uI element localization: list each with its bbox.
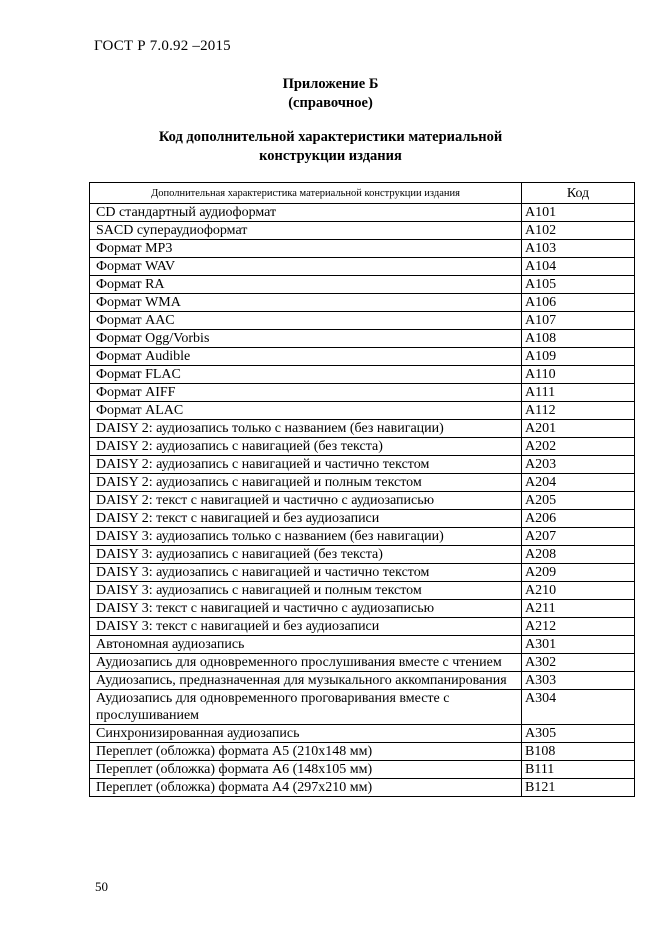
- row-description: DAISY 2: текст с навигацией и частично с аудиозаписью: [90, 492, 522, 510]
- appendix-type: (справочное): [288, 95, 373, 111]
- table-title-line-1: Код дополнительной характеристики материальной: [158, 129, 503, 145]
- row-code: A109: [522, 348, 635, 366]
- table-row: [90, 779, 635, 797]
- table-row: [90, 348, 635, 366]
- table-title-line-2: конструкции издания: [259, 148, 402, 164]
- column-header-description: Дополнительная характеристика материальной конструкции издания: [90, 183, 522, 204]
- row-description: Формат RA: [90, 276, 522, 294]
- row-code: A107: [522, 312, 635, 330]
- row-description: SACD супераудиоформат: [90, 222, 522, 240]
- row-description: Формат ALAC: [90, 402, 522, 420]
- page-number: 50: [95, 879, 108, 894]
- row-description: DAISY 3: аудиозапись с навигацией и полным текстом: [90, 582, 522, 600]
- row-code: A209: [522, 564, 635, 582]
- table-row: [90, 276, 635, 294]
- row-code: B111: [522, 761, 635, 779]
- table-row: [90, 636, 635, 654]
- table-row: [90, 438, 635, 456]
- row-description: Аудиозапись для одновременного прослушивания вместе с чтением: [90, 654, 522, 672]
- table-body: [90, 204, 635, 797]
- row-description: DAISY 3: аудиозапись с навигацией (без текста): [90, 546, 522, 564]
- table-row: [90, 294, 635, 312]
- table-row: [90, 761, 635, 779]
- row-description: Формат AAC: [90, 312, 522, 330]
- table-row: [90, 474, 635, 492]
- document-header: ГОСТ Р 7.0.92 –2015: [94, 38, 231, 54]
- table-row: [90, 312, 635, 330]
- row-description: CD стандартный аудиоформат: [90, 204, 522, 222]
- row-description: DAISY 2: аудиозапись с навигацией и полным текстом: [90, 474, 522, 492]
- table-row: [90, 546, 635, 564]
- row-code: A202: [522, 438, 635, 456]
- row-description: Формат MP3: [90, 240, 522, 258]
- table-row: [90, 654, 635, 672]
- row-description: Аудиозапись, предназначенная для музыкального аккомпанирования: [90, 672, 522, 690]
- table-row: [90, 366, 635, 384]
- row-description: Аудиозапись для одновременного проговаривания вместе с прослушиванием: [90, 690, 522, 725]
- row-code: A110: [522, 366, 635, 384]
- row-description: DAISY 3: текст с навигацией и частично с аудиозаписью: [90, 600, 522, 618]
- row-description: Переплет (обложка) формата A4 (297x210 мм): [90, 779, 522, 797]
- row-code: A208: [522, 546, 635, 564]
- table-row: [90, 510, 635, 528]
- column-header-code: Код: [522, 183, 635, 204]
- table-row: [90, 420, 635, 438]
- table-row: [90, 725, 635, 743]
- row-code: B108: [522, 743, 635, 761]
- row-code: A102: [522, 222, 635, 240]
- row-description: Автономная аудиозапись: [90, 636, 522, 654]
- row-code: A205: [522, 492, 635, 510]
- row-code: A210: [522, 582, 635, 600]
- row-code: A302: [522, 654, 635, 672]
- row-code: A105: [522, 276, 635, 294]
- table-row: [90, 492, 635, 510]
- row-code: A207: [522, 528, 635, 546]
- row-description: Переплет (обложка) формата A6 (148x105 мм): [90, 761, 522, 779]
- table-row: [90, 582, 635, 600]
- codes-table: [89, 182, 635, 797]
- row-description: Переплет (обложка) формата A5 (210x148 мм): [90, 743, 522, 761]
- table-row: [90, 672, 635, 690]
- row-code: A304: [522, 690, 635, 725]
- row-description: Формат Audible: [90, 348, 522, 366]
- row-description: DAISY 2: аудиозапись только с названием (без навигации): [90, 420, 522, 438]
- row-code: A301: [522, 636, 635, 654]
- table-row: [90, 564, 635, 582]
- row-description: Формат WAV: [90, 258, 522, 276]
- row-description: Формат AIFF: [90, 384, 522, 402]
- row-description: DAISY 2: текст с навигацией и без аудиозаписи: [90, 510, 522, 528]
- table-header-row: [90, 183, 635, 204]
- table-row: [90, 743, 635, 761]
- row-code: A201: [522, 420, 635, 438]
- row-description: DAISY 3: аудиозапись с навигацией и частично текстом: [90, 564, 522, 582]
- row-code: A112: [522, 402, 635, 420]
- row-code: A206: [522, 510, 635, 528]
- row-code: A212: [522, 618, 635, 636]
- row-description: DAISY 3: аудиозапись только с названием (без навигации): [90, 528, 522, 546]
- row-description: Формат Ogg/Vorbis: [90, 330, 522, 348]
- table-row: [90, 528, 635, 546]
- row-code: A104: [522, 258, 635, 276]
- row-description: DAISY 2: аудиозапись с навигацией (без текста): [90, 438, 522, 456]
- table-row: [90, 402, 635, 420]
- table-row: [90, 222, 635, 240]
- appendix-title: Приложение Б: [282, 76, 379, 92]
- table-row: [90, 204, 635, 222]
- table-row: [90, 618, 635, 636]
- row-code: A101: [522, 204, 635, 222]
- row-code: A305: [522, 725, 635, 743]
- row-description: Формат WMA: [90, 294, 522, 312]
- row-code: A204: [522, 474, 635, 492]
- row-code: A203: [522, 456, 635, 474]
- row-description: Синхронизированная аудиозапись: [90, 725, 522, 743]
- table-row: [90, 456, 635, 474]
- table-row: [90, 600, 635, 618]
- row-code: A106: [522, 294, 635, 312]
- row-code: B121: [522, 779, 635, 797]
- row-code: A103: [522, 240, 635, 258]
- row-code: A111: [522, 384, 635, 402]
- table-row: [90, 330, 635, 348]
- table-row: [90, 384, 635, 402]
- row-description: Формат FLAC: [90, 366, 522, 384]
- row-code: A303: [522, 672, 635, 690]
- table-row: [90, 258, 635, 276]
- row-description: DAISY 2: аудиозапись с навигацией и частично текстом: [90, 456, 522, 474]
- row-code: A108: [522, 330, 635, 348]
- table-row: [90, 690, 635, 725]
- row-code: A211: [522, 600, 635, 618]
- row-description: DAISY 3: текст с навигацией и без аудиозаписи: [90, 618, 522, 636]
- table-row: [90, 240, 635, 258]
